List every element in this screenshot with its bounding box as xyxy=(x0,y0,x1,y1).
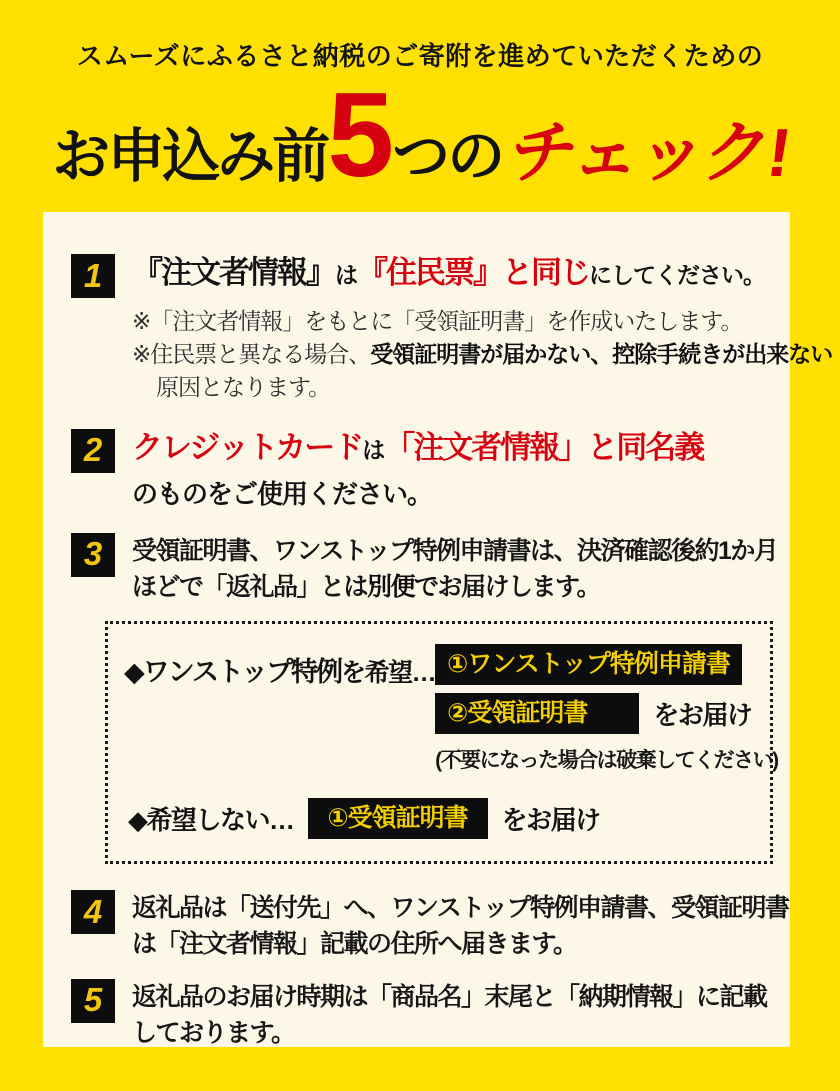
check-1-heading xyxy=(132,254,770,293)
option-onestop-documents xyxy=(435,644,778,774)
check-item-4 xyxy=(71,890,789,963)
check-3-line-2-emphasis: 別便で xyxy=(367,572,438,601)
badge-2-number: 2 xyxy=(83,431,103,469)
check-3-line-1: 受領証明書、ワンストップ特例申請書は、決済確認後約1か月 xyxy=(132,536,778,565)
check-5-content xyxy=(132,979,767,1052)
deliver-text-2: をお届け xyxy=(501,805,600,836)
title-prefix: お申込み前 xyxy=(52,124,328,189)
check-4-line-2: は「注文者情報」記載の住所へ届きます。 xyxy=(132,930,577,959)
title-middle: つの xyxy=(392,124,503,189)
onestop-option-box xyxy=(105,621,778,864)
check-item-1 xyxy=(71,254,833,405)
badge-5 xyxy=(71,979,115,1023)
note-2-emphasis: 受領証明書が届かない、控除手続きが出来ない xyxy=(370,341,833,368)
check-item-5 xyxy=(71,979,770,1052)
tag-receipt-certificate: ②受領証明書 xyxy=(435,693,639,734)
badge-5-number: 5 xyxy=(83,981,103,1019)
check-3-line-2 xyxy=(132,569,770,605)
badge-4-number: 4 xyxy=(83,892,103,930)
heading-orderer-info: 『注文者情報』 xyxy=(132,255,335,290)
note-line-3: 原因となります。 xyxy=(156,374,331,401)
main-title xyxy=(0,68,840,202)
badge-2 xyxy=(71,429,115,473)
heading-wa: は xyxy=(335,262,357,288)
check-2-heading xyxy=(132,429,703,468)
check-5-line-1: 返礼品のお届け時期は「商品名」末尾と「納期情報」に記載 xyxy=(132,982,767,1011)
tag-onestop-application-form: ①ワンストップ特例申請書 xyxy=(435,644,742,685)
check-5-line-2: しております。 xyxy=(132,1018,295,1047)
header-subtitle: スムーズにふるさと納税のご寄附を進めていただくための xyxy=(76,41,764,71)
note-line-1: ※「注文者情報」をもとに「受領証明書」を作成いたします。 xyxy=(132,307,743,334)
check-1-notes xyxy=(132,305,833,405)
check-item-3 xyxy=(71,533,778,865)
check-3-content xyxy=(124,533,778,865)
tag-receipt-line xyxy=(435,693,778,734)
check-3-line-2-prefix: ほどで「返礼品」とは xyxy=(132,572,368,601)
option-onestop-label xyxy=(124,644,435,689)
check-4-content xyxy=(132,890,789,963)
check-4-line-1: 返礼品は「送付先」へ、ワンストップ特例申請書、受領証明書 xyxy=(132,894,789,923)
check-2-line-2: のものをご使用ください。 xyxy=(132,478,433,509)
note-line-2 xyxy=(132,338,833,371)
badge-3-number: 3 xyxy=(83,535,103,573)
badge-3 xyxy=(71,533,115,577)
title-number: 5 xyxy=(327,68,393,202)
option-onestop-label-rest: を希望… xyxy=(341,659,436,688)
note-2-prefix: ※住民票と異なる場合、 xyxy=(132,341,371,368)
deliver-text-1: をお届け xyxy=(653,700,752,731)
check-2-content xyxy=(132,429,703,511)
option-row-no-onestop xyxy=(124,798,758,839)
option-row-onestop xyxy=(124,644,778,774)
check-1-content xyxy=(132,254,833,405)
badge-4 xyxy=(71,890,115,934)
heading-credit-card: クレジットカード xyxy=(132,429,363,465)
content-panel xyxy=(43,212,833,1047)
heading-wa-2: は xyxy=(362,436,385,463)
heading-same-name: 「注文者情報」と同名義 xyxy=(384,429,704,465)
option-no-onestop-label: ◆希望しない… xyxy=(128,805,294,836)
badge-1 xyxy=(71,254,115,298)
badge-1-number: 1 xyxy=(83,256,103,294)
discard-note: (不要になった場合は破棄してください) xyxy=(435,749,778,773)
title-suffix: チェック! xyxy=(504,115,794,191)
heading-juminhyo-same: 『住民票』と同じ xyxy=(357,255,589,290)
heading-please: にしてください。 xyxy=(589,262,765,288)
option-onestop-label-bold: ◆ワンストップ特例 xyxy=(124,657,342,688)
check-item-2 xyxy=(71,429,770,511)
check-3-line-2-suffix: お届けします。 xyxy=(437,572,601,601)
tag-receipt-only: ①受領証明書 xyxy=(308,798,488,839)
